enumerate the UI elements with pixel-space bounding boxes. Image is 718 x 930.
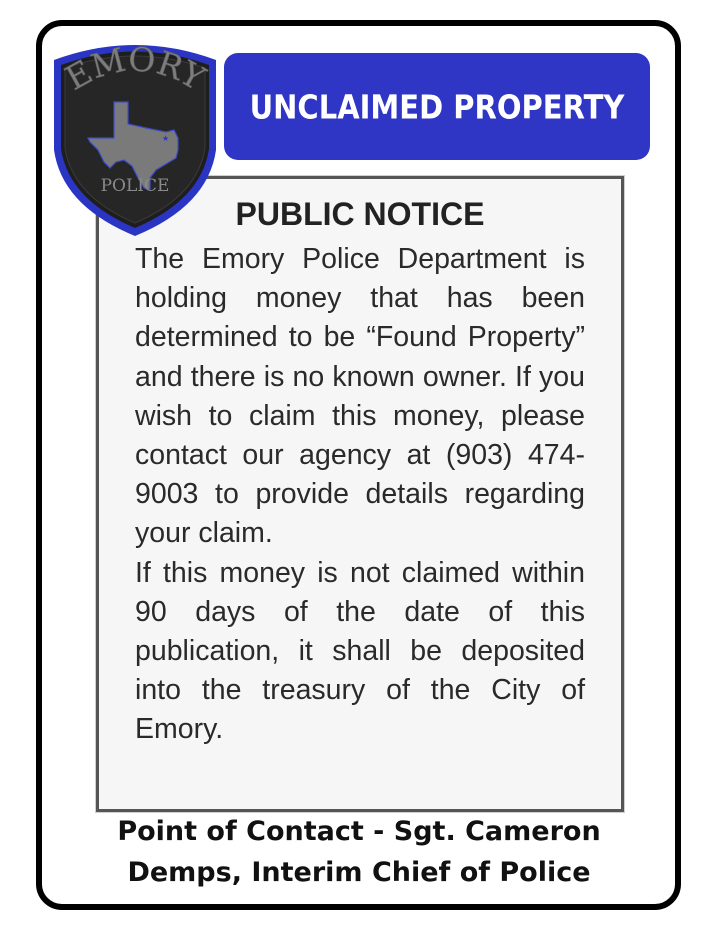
notice-paragraph-1: The Emory Police Department is holding money that has been determined to be “Found Property” and there is no known owner. If you wish to claim this money, please contact our agency at (903) 474-9003 to provide details regarding your claim. <box>135 243 585 550</box>
badge-top-text: EMORY <box>58 39 212 98</box>
svg-text:★: ★ <box>162 134 170 143</box>
banner-title: UNCLAIMED PROPERTY <box>249 86 625 127</box>
unclaimed-property-banner <box>224 53 650 160</box>
police-badge-logo <box>48 38 222 240</box>
public-notice-box <box>96 176 624 812</box>
notice-paragraph-2: If this money is not claimed within 90 days of the date of this publication, it shall be deposited into the treasury of the City of Emory. <box>135 556 585 746</box>
notice-body <box>135 240 585 750</box>
contact-line-1: Point of Contact - Sgt. Cameron <box>117 816 601 847</box>
badge-bottom-text: POLICE <box>100 176 170 196</box>
contact-line-2: Demps, Interim Chief of Police <box>127 857 591 888</box>
point-of-contact <box>56 811 662 893</box>
notice-title: PUBLIC NOTICE <box>235 196 485 232</box>
